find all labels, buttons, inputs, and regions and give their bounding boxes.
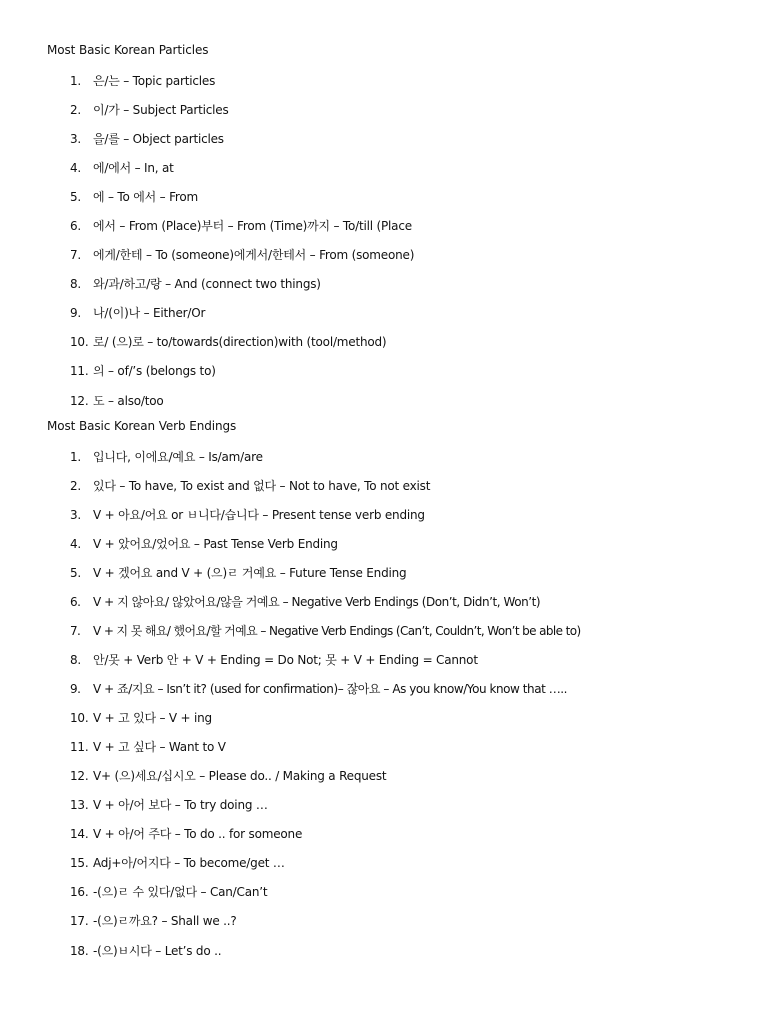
list-item-number: 9.	[70, 306, 82, 320]
list-item-number: 5.	[70, 190, 82, 204]
list-item-text: 입니다, 이에요/예요 – Is/am/are	[93, 450, 263, 464]
list-item	[70, 478, 430, 494]
list-item-text: V+ (으)세요/십시오 – Please do.. / Making a Request	[93, 769, 387, 783]
list-item	[70, 884, 267, 900]
list-item-text: -(으)ㄹ까요? – Shall we ..?	[93, 914, 237, 928]
list-item	[70, 276, 321, 292]
list-item	[70, 218, 412, 234]
list-item	[70, 943, 221, 959]
list-item-text: -(으)ㅂ시다 – Let’s do ..	[93, 944, 222, 958]
list-item-number: 3.	[70, 132, 82, 146]
list-item-number: 6.	[70, 219, 82, 233]
list-item-number: 4.	[70, 161, 82, 175]
list-item-number: 1.	[70, 450, 82, 464]
list-item-number: 14.	[70, 827, 89, 841]
list-item-number: 18.	[70, 944, 89, 958]
list-item-text: 있다 – To have, To exist and 없다 – Not to have, To not exist	[93, 479, 431, 493]
list-item-number: 3.	[70, 508, 82, 522]
list-item-number: 9.	[70, 682, 81, 696]
list-item	[70, 681, 567, 697]
list-item-text: V + 겠어요 and V + (으)ㄹ 거예요 – Future Tense Ending	[93, 566, 407, 580]
list-item	[70, 131, 224, 147]
list-item	[70, 334, 386, 350]
list-item-number: 6.	[70, 595, 81, 609]
list-item-number: 5.	[70, 566, 82, 580]
list-item-text: 안/못 + Verb 안 + V + Ending = Do Not; 못 + V + Ending = Cannot	[93, 653, 478, 667]
list-item-text: 의 – of/’s (belongs to)	[93, 364, 216, 378]
list-item-number: 15.	[70, 856, 89, 870]
list-item-text: -(으)ㄹ 수 있다/없다 – Can/Can’t	[93, 885, 268, 899]
list-item	[70, 536, 338, 552]
list-item-text: 로/ (으)로 – to/towards(direction)with (tool/method)	[93, 335, 387, 349]
list-item	[70, 393, 164, 409]
list-item-text: V + 고 있다 – V + ing	[93, 711, 212, 725]
list-item-text: 도 – also/too	[93, 394, 164, 408]
list-item-text: V + 지 않아요/ 않았어요/않을 거예요 – Negative Verb Endings (Don’t, Didn’t, Won’t)	[93, 595, 541, 609]
list-item-number: 10.	[70, 335, 89, 349]
list-item	[70, 826, 302, 842]
list-item-text: 에 – To 에서 – From	[93, 190, 199, 204]
list-item-number: 10.	[70, 711, 89, 725]
list-item-number: 17.	[70, 914, 89, 928]
list-item-number: 2.	[70, 479, 82, 493]
list-item	[70, 160, 174, 176]
list-item-text: 나/(이)나 – Either/Or	[93, 306, 206, 320]
section-title-verb-endings: Most Basic Korean Verb Endings	[47, 419, 237, 433]
list-item-text: 와/과/하고/랑 – And (connect two things)	[93, 277, 321, 291]
list-item-number: 11.	[70, 364, 89, 378]
list-item	[70, 768, 386, 784]
list-item	[70, 363, 216, 379]
list-item	[70, 594, 540, 610]
list-item	[70, 710, 212, 726]
list-item-number: 2.	[70, 103, 82, 117]
list-item	[70, 73, 215, 89]
list-item	[70, 507, 425, 523]
list-item-number: 12.	[70, 769, 89, 783]
list-item	[70, 855, 285, 871]
list-item-number: 13.	[70, 798, 89, 812]
list-item	[70, 623, 581, 639]
list-item-number: 8.	[70, 277, 82, 291]
list-item-text: 에/에서 – In, at	[93, 161, 174, 175]
list-item-number: 8.	[70, 653, 82, 667]
list-item	[70, 565, 406, 581]
list-item	[70, 449, 263, 465]
list-item-text: V + 지 못 해요/ 했어요/할 거예요 – Negative Verb Endings (Can’t, Couldn’t, Won’t be able to)	[93, 624, 581, 638]
list-item-text: 에서 – From (Place)부터 – From (Time)까지 – To/till (Place	[93, 219, 412, 233]
list-item-number: 12.	[70, 394, 89, 408]
list-item-text: 은/는 – Topic particles	[93, 74, 216, 88]
list-item	[70, 652, 478, 668]
list-item-text: 이/가 – Subject Particles	[93, 103, 229, 117]
list-item	[70, 189, 198, 205]
list-item-text: V + 죠/지요 – Isn’t it? (used for confirmation)– 잖아요 – As you know/You know that …..	[93, 682, 567, 696]
list-item-text: 을/를 – Object particles	[93, 132, 224, 146]
section-title-particles: Most Basic Korean Particles	[47, 43, 209, 57]
list-item-text: V + 아/어 보다 – To try doing …	[93, 798, 268, 812]
list-item	[70, 797, 268, 813]
list-item-text: Adj+아/어지다 – To become/get …	[93, 856, 285, 870]
list-item	[70, 739, 226, 755]
list-item-text: V + 아요/어요 or ㅂ니다/습니다 – Present tense verb ending	[93, 508, 425, 522]
list-item	[70, 102, 229, 118]
list-item-text: V + 고 싶다 – Want to V	[93, 740, 226, 754]
list-item-number: 1.	[70, 74, 82, 88]
list-item	[70, 305, 205, 321]
list-item-number: 7.	[70, 248, 82, 262]
list-item-text: V + 아/어 주다 – To do .. for someone	[93, 827, 303, 841]
list-item	[70, 913, 237, 929]
list-item-number: 16.	[70, 885, 89, 899]
list-item-number: 4.	[70, 537, 82, 551]
list-item	[70, 247, 414, 263]
list-item-text: 에게/한테 – To (someone)에게서/한테서 – From (someone)	[93, 248, 415, 262]
list-item-text: V + 았어요/었어요 – Past Tense Verb Ending	[93, 537, 338, 551]
list-item-number: 11.	[70, 740, 89, 754]
list-item-number: 7.	[70, 624, 81, 638]
